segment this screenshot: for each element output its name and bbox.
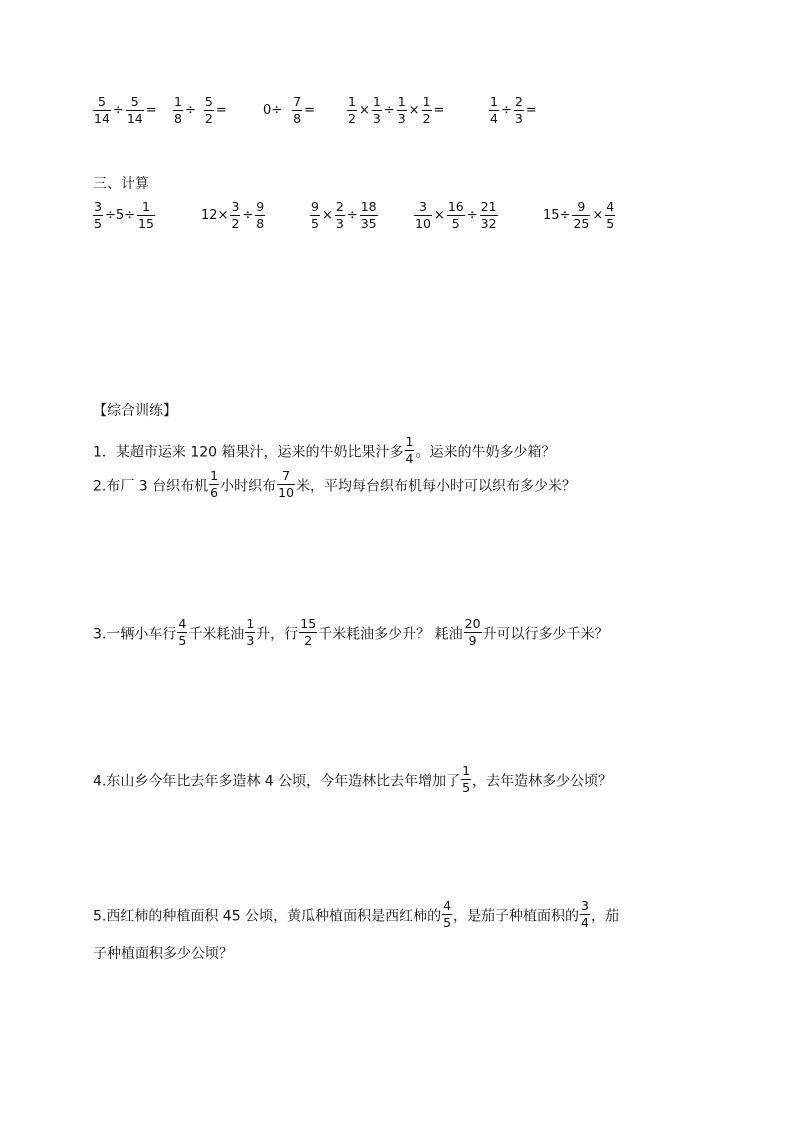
fraction: $\frac{3}{10}$ — [415, 199, 431, 231]
fraction: $\frac{7}{10}$ — [278, 468, 295, 500]
section-title-training: 【综合训练】 — [93, 403, 177, 419]
question-3: 3.一辆小车行 $\frac{4}{5}$ 千米耗油 $\frac{1}{3}$ 升，行 $\frac{15}{2}$ 千米耗油多少升？ 耗油 $\frac{20}{9}$ 升可以行多少千米？ — [93, 616, 609, 648]
fraction: $\frac{1}{15}$ — [138, 199, 154, 231]
fraction: $\frac{20}{9}$ — [464, 616, 481, 648]
fraction: $\frac{1}{4}$ — [490, 94, 498, 126]
row1-expression-2: $\frac{1}{8}$ ÷ $\frac{5}{2}$ = — [174, 94, 227, 126]
fraction: $\frac{21}{32}$ — [480, 199, 497, 231]
fraction: $\frac{4}{5}$ — [606, 199, 615, 231]
fraction: $\frac{1}{3}$ — [372, 94, 381, 126]
fraction: $\frac{9}{5}$ — [311, 199, 319, 231]
fraction: $\frac{1}{3}$ — [246, 616, 255, 648]
fraction: $\frac{4}{5}$ — [443, 898, 452, 930]
row1-expression-5: $\frac{1}{4}$ ÷ $\frac{2}{3}$ = — [490, 94, 537, 126]
calc-expression-1: $\frac{3}{5}$ ÷5÷ $\frac{1}{15}$ — [94, 199, 154, 231]
fraction: $\frac{2}{3}$ — [514, 94, 523, 126]
fraction: $\frac{15}{2}$ — [300, 616, 317, 648]
question-1: 1．某超市运来 120 箱果汁，运来的牛奶比果汁多 $\frac{1}{4}$ 。运来的牛奶多少箱？ — [93, 434, 556, 466]
question-4: 4.东山乡今年比去年多造林 4 公顷，今年造林比去年增加了 $\frac{1}{5}$ ，去年造林多少公顷？ — [93, 763, 613, 795]
fraction: $\frac{1}{2}$ — [422, 94, 431, 126]
fraction: $\frac{1}{4}$ — [405, 434, 414, 466]
calc-expression-4: $\frac{3}{10}$ × $\frac{16}{5}$ ÷ $\frac{21}{32}$ — [415, 199, 497, 231]
fraction: $\frac{9}{8}$ — [256, 199, 265, 231]
calc-expression-5: 15÷ $\frac{9}{25}$ × $\frac{4}{5}$ — [543, 199, 615, 231]
fraction: $\frac{3}{4}$ — [581, 898, 589, 930]
fraction: $\frac{18}{35}$ — [360, 199, 377, 231]
fraction: $\frac{3}{5}$ — [94, 199, 102, 231]
row1-expression-4: $\frac{1}{2}$ × $\frac{1}{3}$ ÷ $\frac{1}{3}$ × $\frac{1}{2}$ = — [348, 94, 445, 126]
fraction: $\frac{1}{5}$ — [462, 763, 471, 795]
fraction: $\frac{5}{14}$ — [94, 94, 110, 126]
fraction: $\frac{16}{5}$ — [447, 199, 464, 231]
fraction: $\frac{2}{3}$ — [335, 199, 344, 231]
fraction: $\frac{5}{2}$ — [204, 94, 213, 126]
fraction: $\frac{1}{2}$ — [348, 94, 356, 126]
fraction: $\frac{9}{25}$ — [573, 199, 590, 231]
fraction: $\frac{4}{5}$ — [178, 616, 187, 648]
section-title-calculate: 三、计算 — [93, 176, 149, 192]
fraction: $\frac{1}{6}$ — [210, 468, 219, 500]
fraction: $\frac{5}{14}$ — [126, 94, 143, 126]
fraction: $\frac{1}{3}$ — [397, 94, 406, 126]
fraction: $\frac{3}{2}$ — [231, 199, 240, 231]
question-5: 5.西红柿的种植面积 45 公顷，黄瓜种植面积是西红柿的 $\frac{4}{5}$ ，是茄子种植面积的 $\frac{3}{4}$ ，茄 — [93, 898, 619, 930]
row1-expression-1: $\frac{5}{14}$ ÷ $\frac{5}{14}$ = — [94, 94, 157, 126]
question-2: 2.布厂 3 台织布机 $\frac{1}{6}$ 小时织布 $\frac{7}{10}$ 米，平均每台织布机每小时可以织布多少米？ — [93, 468, 577, 500]
calc-expression-2: 12× $\frac{3}{2}$ ÷ $\frac{9}{8}$ — [201, 199, 265, 231]
row1-expression-3: 0÷ $\frac{7}{8}$ = — [263, 94, 316, 126]
fraction: $\frac{7}{8}$ — [293, 94, 302, 126]
fraction: $\frac{1}{8}$ — [174, 94, 182, 126]
calc-expression-3: $\frac{9}{5}$ × $\frac{2}{3}$ ÷ $\frac{18}{35}$ — [311, 199, 377, 231]
question-5-line-2: 子种植面积多少公顷？ — [93, 946, 233, 962]
